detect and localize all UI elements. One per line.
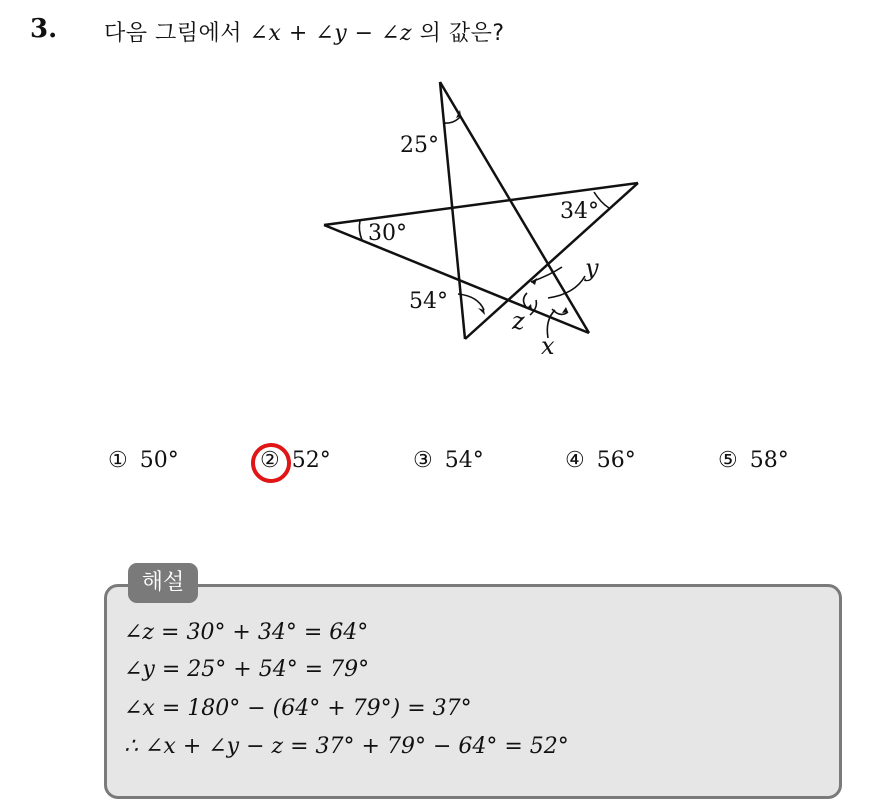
choice-value: 50° bbox=[139, 448, 179, 473]
solution-line: ∠x = 180° − (64° + 79°) = 37° bbox=[124, 696, 472, 721]
angle-arc-25 bbox=[444, 116, 461, 123]
angle-arc-30 bbox=[359, 221, 362, 240]
solution-box bbox=[104, 584, 842, 799]
solution-line: ∠y = 25° + 54° = 79° bbox=[124, 657, 370, 682]
choice-value: 54° bbox=[444, 448, 484, 473]
choice-number: ⑤ bbox=[718, 448, 738, 473]
arrow-head bbox=[562, 307, 568, 313]
answer-choices bbox=[0, 448, 884, 484]
choice-number: ① bbox=[108, 448, 128, 473]
solution-line: ∴ ∠x + ∠y − z = 37° + 79° − 64° = 52° bbox=[124, 734, 569, 759]
question-number: 3. bbox=[30, 14, 58, 44]
choice-value: 52° bbox=[291, 448, 331, 473]
angle-variable-z: z bbox=[512, 307, 525, 335]
choice-number: ④ bbox=[565, 448, 585, 473]
choice-value: 56° bbox=[596, 448, 636, 473]
angle-label-54: 54° bbox=[409, 289, 448, 314]
angle-label-25: 25° bbox=[400, 133, 439, 158]
question-prompt: 다음 그림에서 bbox=[104, 21, 250, 46]
choice-1[interactable] bbox=[108, 448, 179, 473]
choice-5[interactable] bbox=[718, 448, 789, 473]
question-expression: ∠x + ∠y − ∠z bbox=[249, 21, 413, 46]
choice-number: ③ bbox=[413, 448, 433, 473]
choice-4[interactable] bbox=[565, 448, 636, 473]
solution-line: ∠z = 30° + 34° = 64° bbox=[124, 620, 369, 645]
choice-number: ② bbox=[260, 448, 280, 473]
angle-label-30: 30° bbox=[368, 221, 407, 246]
angle-label-34: 34° bbox=[560, 199, 599, 224]
choice-3[interactable] bbox=[413, 448, 484, 473]
question-suffix: 의 값은? bbox=[412, 21, 505, 46]
angle-variable-y: y bbox=[585, 254, 599, 282]
angle-variable-x: x bbox=[541, 332, 555, 360]
solution-tag: 해설 bbox=[128, 563, 198, 603]
choice-value: 58° bbox=[749, 448, 789, 473]
